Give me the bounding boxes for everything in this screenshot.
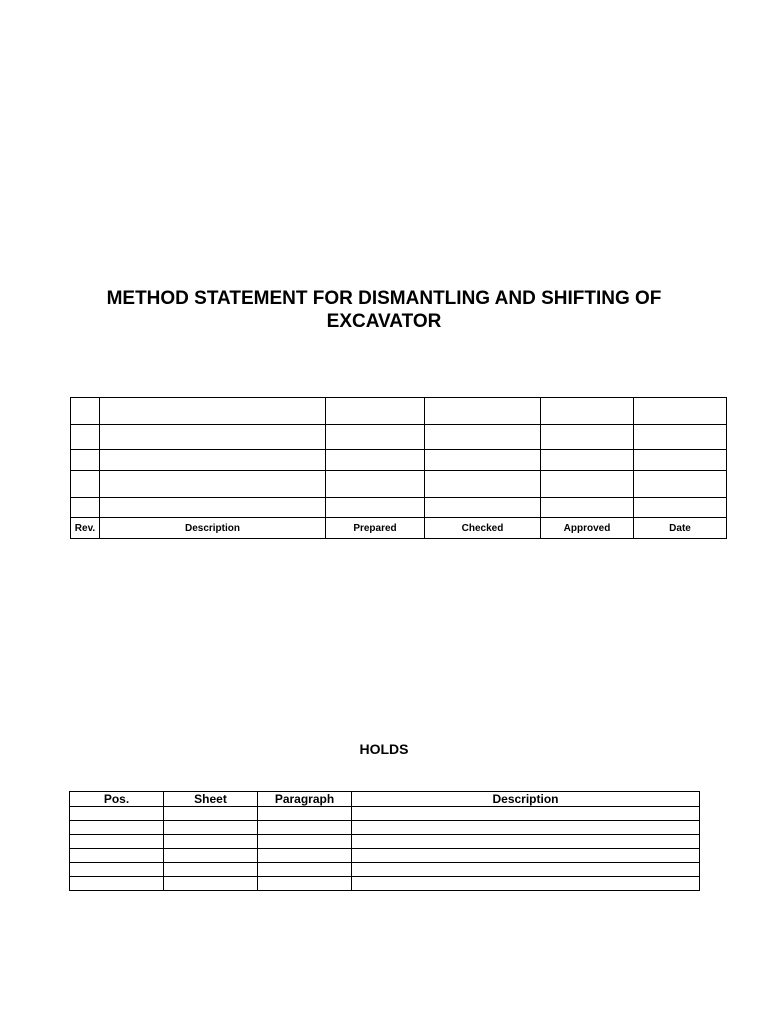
checked-cell	[425, 498, 541, 518]
header-rev: Rev.	[71, 518, 100, 539]
description-cell	[352, 835, 700, 849]
header-date: Date	[634, 518, 727, 539]
header-description: Description	[352, 792, 700, 807]
header-sheet: Sheet	[164, 792, 258, 807]
date-cell	[634, 398, 727, 425]
header-approved: Approved	[541, 518, 634, 539]
pos-cell	[70, 863, 164, 877]
header-prepared: Prepared	[326, 518, 425, 539]
header-pos: Pos.	[70, 792, 164, 807]
pos-cell	[70, 807, 164, 821]
description-cell	[352, 821, 700, 835]
paragraph-cell	[258, 807, 352, 821]
holds-row	[70, 849, 700, 863]
revision-row	[71, 398, 727, 425]
holds-row	[70, 863, 700, 877]
description-cell	[352, 849, 700, 863]
rev-cell	[71, 425, 100, 450]
paragraph-cell	[258, 863, 352, 877]
prepared-cell	[326, 450, 425, 471]
paragraph-cell	[258, 835, 352, 849]
date-cell	[634, 450, 727, 471]
sheet-cell	[164, 821, 258, 835]
description-cell	[352, 807, 700, 821]
header-checked: Checked	[425, 518, 541, 539]
sheet-cell	[164, 877, 258, 891]
holds-table	[69, 791, 700, 891]
description-cell	[352, 877, 700, 891]
checked-cell	[425, 471, 541, 498]
holds-row	[70, 821, 700, 835]
description-cell	[100, 425, 326, 450]
date-cell	[634, 425, 727, 450]
rev-cell	[71, 471, 100, 498]
pos-cell	[70, 849, 164, 863]
description-cell	[352, 863, 700, 877]
document-title	[60, 287, 708, 333]
pos-cell	[70, 877, 164, 891]
description-cell	[100, 471, 326, 498]
sheet-cell	[164, 863, 258, 877]
approved-cell	[541, 498, 634, 518]
checked-cell	[425, 398, 541, 425]
checked-cell	[425, 425, 541, 450]
pos-cell	[70, 821, 164, 835]
holds-header-row	[70, 792, 700, 807]
description-cell	[100, 398, 326, 425]
rev-cell	[71, 398, 100, 425]
holds-row	[70, 877, 700, 891]
title-line-1: METHOD STATEMENT FOR DISMANTLING AND SHIFTING OF	[106, 288, 662, 309]
revision-row	[71, 425, 727, 450]
paragraph-cell	[258, 877, 352, 891]
revision-row	[71, 498, 727, 518]
revision-row	[71, 471, 727, 498]
approved-cell	[541, 425, 634, 450]
sheet-cell	[164, 807, 258, 821]
revision-row	[71, 450, 727, 471]
approved-cell	[541, 471, 634, 498]
header-description: Description	[100, 518, 326, 539]
description-cell	[100, 450, 326, 471]
title-line-2: EXCAVATOR	[326, 311, 442, 332]
approved-cell	[541, 450, 634, 471]
sheet-cell	[164, 849, 258, 863]
prepared-cell	[326, 471, 425, 498]
checked-cell	[425, 450, 541, 471]
header-paragraph: Paragraph	[258, 792, 352, 807]
approved-cell	[541, 398, 634, 425]
sheet-cell	[164, 835, 258, 849]
prepared-cell	[326, 425, 425, 450]
date-cell	[634, 498, 727, 518]
prepared-cell	[326, 498, 425, 518]
revision-header-row	[71, 518, 727, 539]
revision-table	[70, 397, 727, 539]
holds-row	[70, 835, 700, 849]
rev-cell	[71, 498, 100, 518]
holds-heading: HOLDS	[359, 741, 409, 757]
description-cell	[100, 498, 326, 518]
rev-cell	[71, 450, 100, 471]
paragraph-cell	[258, 821, 352, 835]
pos-cell	[70, 835, 164, 849]
paragraph-cell	[258, 849, 352, 863]
holds-row	[70, 807, 700, 821]
date-cell	[634, 471, 727, 498]
prepared-cell	[326, 398, 425, 425]
